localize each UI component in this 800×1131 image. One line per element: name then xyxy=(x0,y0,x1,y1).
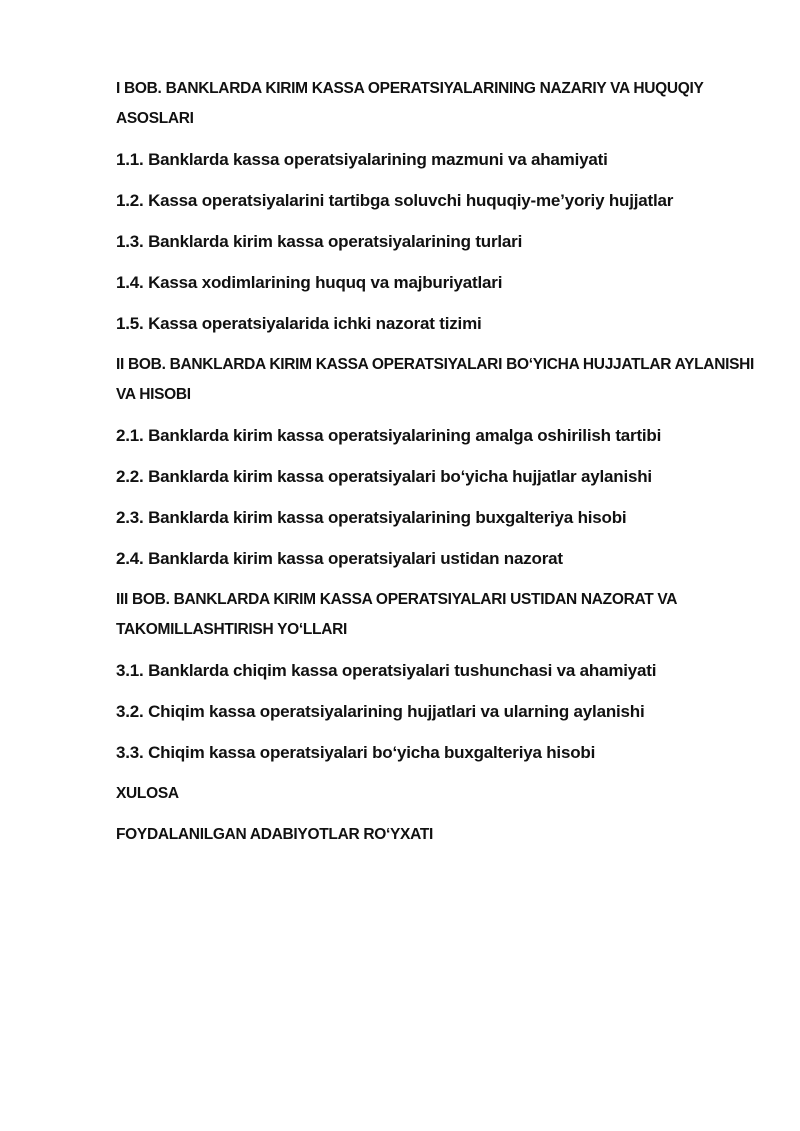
toc-section-entry: 1.1. Banklarda kassa operatsiyalarining mazmuni va ahamiyati xyxy=(116,150,608,169)
toc-chapter-heading: II BOB. BANKLARDA KIRIM KASSA OPERATSIYALARI BO‘YICHA HUJJATLAR AYLANISHI VA HISOBI xyxy=(116,356,755,403)
toc-chapter-heading: I BOB. BANKLARDA KIRIM KASSA OPERATSIYALARINING NAZARIY VA HUQUQIY ASOSLARI xyxy=(116,80,704,127)
toc-section-entry: 2.1. Banklarda kirim kassa operatsiyalarining amalga oshirilish tartibi xyxy=(116,426,662,445)
toc-section-entry: 1.2. Kassa operatsiyalarini tartibga soluvchi huquqiy-me’yoriy hujjatlar xyxy=(116,191,674,210)
toc-chapter-heading: III BOB. BANKLARDA KIRIM KASSA OPERATSIYALARI USTIDAN NAZORAT VA TAKOMILLASHTIRISH YO‘LLARI xyxy=(116,591,677,638)
toc-chapter-heading: XULOSA xyxy=(116,785,179,802)
toc-section-entry: 3.2. Chiqim kassa operatsiyalarining hujjatlari va ularning aylanishi xyxy=(116,702,645,721)
toc-section-entry: 3.3. Chiqim kassa operatsiyalari bo‘yicha buxgalteriya hisobi xyxy=(116,743,596,762)
toc-section-entry: 1.4. Kassa xodimlarining huquq va majburiyatlari xyxy=(116,273,503,292)
toc-chapter-heading: FOYDALANILGAN ADABIYOTLAR RO‘YXATI xyxy=(116,826,434,843)
toc-section-entry: 2.2. Banklarda kirim kassa operatsiyalari bo‘yicha hujjatlar aylanishi xyxy=(116,467,652,486)
toc-section-entry: 1.3. Banklarda kirim kassa operatsiyalarining turlari xyxy=(116,232,523,251)
toc-section-entry: 3.1. Banklarda chiqim kassa operatsiyalari tushunchasi va ahamiyati xyxy=(116,661,657,680)
toc-section-entry: 2.4. Banklarda kirim kassa operatsiyalari ustidan nazorat xyxy=(116,549,563,568)
toc-section-entry: 1.5. Kassa operatsiyalarida ichki nazorat tizimi xyxy=(116,314,482,333)
toc-section-entry: 2.3. Banklarda kirim kassa operatsiyalarining buxgalteriya hisobi xyxy=(116,508,627,527)
table-of-contents xyxy=(116,74,756,861)
